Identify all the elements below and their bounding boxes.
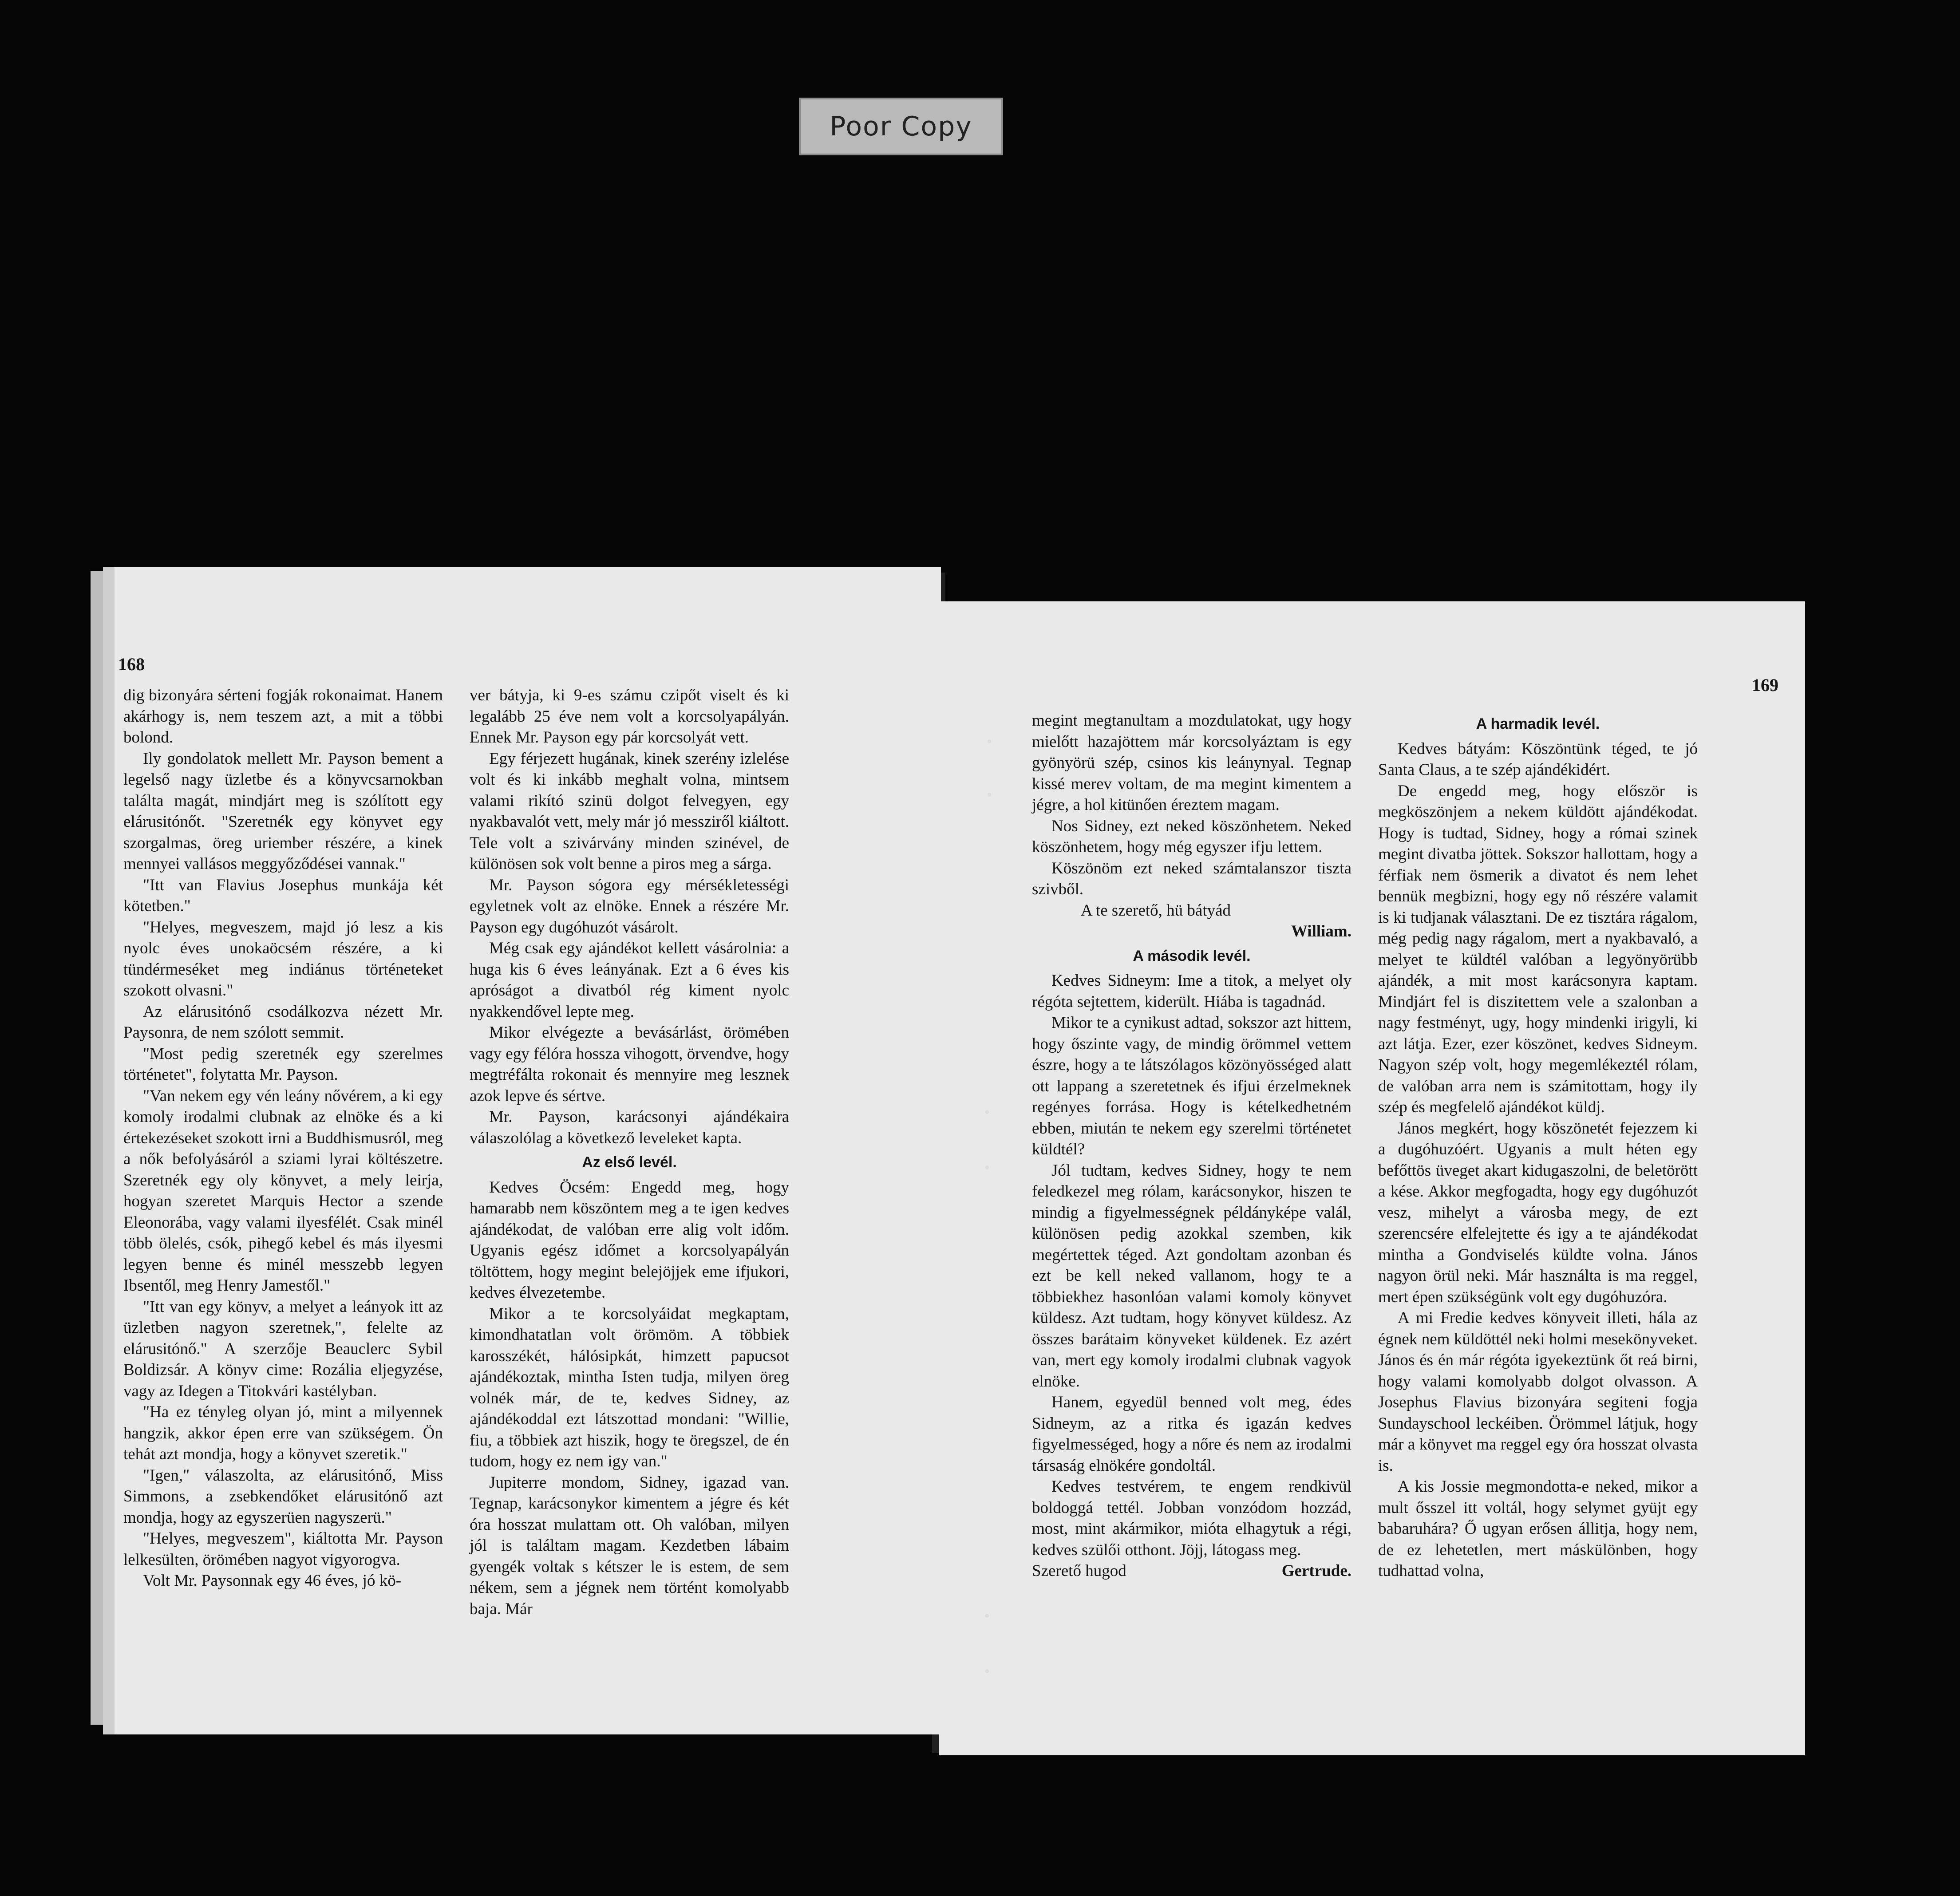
paragraph: Nos Sidney, ezt neked köszönhetem. Neked köszönhetem, hogy még egyszer ifju lettem.: [1032, 817, 1351, 856]
paragraph: Kedves Sidneym: Ime a titok, a melyet oly régóta sejtettem, kiderült. Hiába is tagadnád.: [1032, 972, 1351, 1011]
closing-row-2: [1032, 1560, 1351, 1582]
margin-mark: •: [983, 1161, 991, 1176]
left-page-column-1: [123, 685, 443, 1592]
paragraph: A mi Fredie kedves könyveit illeti, hála az égnek nem küldöttél neki holmi mesekönyveket. János és én már régóta igyekeztünk őt reá birni, hogy valami komolyabb dolgot olvasson. A Josephus Flavius bizonyára segiteni fogja Sundayschool leckéiben. Örömmel látjuk, hogy már a könyvet ma reggel egy óra hosszat olvasta is.: [1378, 1309, 1698, 1475]
paragraph: Még csak egy ajándékot kellett vásárolnia: a huga kis 6 éves leányának. Ezt a 6 éves kis apróságot a divatból rég kiment nyolc nyakkendővel lepte meg.: [470, 939, 789, 1021]
page-number-right: 169: [1752, 675, 1778, 695]
margin-mark: •: [983, 1609, 991, 1624]
right-col2-paragraphs: [1378, 739, 1698, 1582]
page-number-left: 168: [118, 654, 145, 674]
paragraph: Kedves bátyám: Köszöntünk téged, te jó Santa Claus, a te szép ajándékidért.: [1378, 739, 1698, 779]
third-letter-heading: A harmadik levél.: [1476, 715, 1600, 732]
paragraph: Mr. Payson sógora egy mérsékletességi egyletnek volt az elnöke. Ennek a részére Mr. Payson egy dugóhuzót vásárolt.: [470, 876, 789, 936]
paragraph: Kedves testvérem, te engem rendkivül boldoggá tettél. Jobban vonzódom hozzád, most, mint akármikor, mióta elhagytuk a régi, kedves szülői otthont. Jöjj, látogass meg.: [1032, 1477, 1351, 1559]
paragraph: Mr. Payson, karácsonyi ajándékaira válaszolólag a következő leveleket kapta.: [470, 1108, 789, 1147]
paragraph: "Itt van egy könyv, a melyet a leányok itt az üzletben nagyon szeretnek,", felelte az elárusitónő." A szerzője Beauclerc Sybil Boldizsár. A könyv cime: Rozália eljegyzése, vagy az Idegen a Titokvári kastélyban.: [123, 1297, 443, 1400]
paragraph: Az elárusitónő csodálkozva nézett Mr. Paysonra, de nem szólott semmit.: [123, 1002, 443, 1042]
paragraph: De engedd meg, hogy először is megköszönjem a nekem küldött ajándékodat. Hogy is tudtad, Sidney, hogy a római szinek megint divatba jöttek. Sokszor hallottam, hogy a férfiak nem ösmerik a divatot és nem lehet bennük megbizni, hogy egy nő részére valamit is ki tudjanak választani. De ez tisztára rágalom, még pedig nagy rágalom, mert a nyakbavaló, a melyet te küldtél valóban a legyönyörübb ajándék, a mit most karácsonyra kaptam. Mindjárt fel is diszitettem vele a szalonban a nagy festményt, ugy, hogy mindenki irigyli, ki azt látja. Ezer, ezer köszönet, kedves Sidneym. Nagyon szép volt, hogy megemlékeztél rólam, de valóban arra nem is számitottam, hogy ily szép és megfelelő ajándékot küldj.: [1378, 782, 1698, 1116]
paragraph: "Helyes, megveszem, majd jó lesz a kis nyolc éves unokaöcsém részére, a ki tündérmeséket meg indiánus történeteket szokott olvasni.": [123, 918, 443, 999]
poor-copy-text: Poor Copy: [830, 111, 972, 142]
first-letter-heading: Az első levél.: [582, 1154, 677, 1171]
left-page: [103, 567, 941, 1734]
margin-mark: •: [983, 1664, 991, 1680]
left-col2-paragraphs-a: [470, 685, 789, 1149]
margin-mark: •: [985, 735, 993, 750]
paragraph: Mikor elvégezte a bevásárlást, örömében vagy egy félóra hossza vihogott, örvendve, hogy megtréfálta rokonait és mennyire meg lesznek azok lepve és sértve.: [470, 1023, 789, 1105]
paragraph: Ily gondolatok mellett Mr. Payson bement a legelső nagy üzletbe és a könyvcsarnokban találta magát, mindjárt meg is szólított egy elárusitónőt. "Szeretnék egy könyvet egy szorgalmas, öreg uriember részére, a kinek mennyei vallásos meggyőződései vannak.": [123, 749, 443, 873]
paragraph: "Most pedig szeretnék egy szerelmes történetet", folytatta Mr. Payson.: [123, 1044, 443, 1084]
paragraph: "Igen," válaszolta, az elárusitónő, Miss Simmons, a zsebkendőket elárusitónő azt mondja, hogy az egyszerüen nagyszerü.": [123, 1466, 443, 1527]
paragraph: "Helyes, megveszem", kiáltotta Mr. Payson lelkesülten, örömében nagyot vigyorogva.: [123, 1529, 443, 1569]
paragraph: megint megtanultam a mozdulatokat, ugy hogy mielőtt hazajöttem már korcsolyáztam is egy gyönyörü szép, csinos kis leánynyal. Tegnap kissé merev voltam, de ma megint kimentem a jégre, a hol kitünően éreztem magam.: [1032, 711, 1351, 814]
margin-mark: •: [985, 788, 993, 803]
paragraph: "Van nekem egy vén leány nővérem, a ki egy komoly irodalmi clubnak az elnöke és a ki értekezéseket szokott irni a Buddhismusról, meg a nők befolyásáról a sziami lyrai költészetre. Szeretnék egy oly könyvet, a mely leirja, hogyan szeretet Marquis Hector a szende Eleonorába, vagy valami ilyesfélét. Csak minél több ölelés, csók, pihegő kebel és más ilyesmi legyen benne és minél messzebb legyen Ibsentől, meg Henry Jamestől.": [123, 1086, 443, 1295]
margin-mark: •: [983, 1105, 991, 1121]
right-page-column-2: [1378, 710, 1698, 1582]
paragraph: dig bizonyára sérteni fogják rokonaimat. Hanem akárhogy is, nem teszem azt, a mit a többi bolond.: [123, 686, 443, 747]
right-page-column-1: [1032, 710, 1351, 1582]
paragraph: Mikor te a cynikust adtad, sokszor azt hittem, hogy őszinte vagy, de mindig örömmel vettem észre, hogy a te látszólagos közönyösséged alatt ott lappang a szeretetnek és ifjui érzelmeknek regényes forrása. Hogy is kételkedhetném ebben, miután te nekem egy szerelmi történetet küldtél?: [1032, 1014, 1351, 1158]
left-col2-paragraphs-b: [470, 1177, 789, 1620]
paragraph: Volt Mr. Paysonnak egy 46 éves, jó kö-: [143, 1572, 402, 1590]
paragraph: Mikor a te korcsolyáidat megkaptam, kimondhatatlan volt örömöm. A többiek karosszékét, hálósipkát, himzett papucsot ajándékoztak, mintha Isten tudja, milyen öreg volnék már, de te, kedves Sidney, az ajándékoddal ezt látszottad mondani: "Willie, fiu, a többiek azt hiszik, hogy te öregszel, de én tudom, hogy ez nem igy van.": [470, 1304, 789, 1470]
left-page-column-2: [470, 685, 789, 1620]
right-col1-paragraphs-b: [1032, 970, 1351, 1560]
paragraph: Jupiterre mondom, Sidney, igazad van. Tegnap, karácsonykor kimentem a jégre és két óra hosszat mulattam ott. Oh valóban, milyen jól is találtam magam. Kezdetben lábaim gyengék voltak s kétszer le is estem, de sem nékem, sem a jégnek nem történt komolyabb baja. Már: [470, 1473, 789, 1618]
paragraph: ver bátyja, ki 9-es számu czipőt viselt és ki legalább 25 éve nem volt a korcsolyapályán. Ennek Mr. Payson egy pár korcsolyát vett.: [470, 686, 789, 747]
paragraph: "Itt van Flavius Josephus munkája két kötetben.": [123, 876, 443, 915]
right-page: [939, 601, 1805, 1755]
right-col1-paragraphs-a: [1032, 710, 1351, 900]
paragraph: A kis Jossie megmondotta-e neked, mikor a mult ősszel itt voltál, hogy selymet gyüjt egy babaruhára? Ő ugyan erősen állitja, hogy nem, de ez lehetetlen, mert máskülönben, hogy tudhattad volna,: [1378, 1477, 1698, 1580]
signature-william: William.: [1291, 922, 1351, 940]
closing-line-2: Szerető hugod: [1032, 1562, 1126, 1580]
paragraph: Hanem, egyedül benned volt meg, édes Sidneym, az a ritka és igazán kedves figyelmességed, hogy a nőre és nem az irodalmi társaság elnökére gondoltál.: [1032, 1393, 1351, 1475]
paragraph: Köszönöm ezt neked számtalanszor tiszta szivből.: [1032, 859, 1351, 898]
paragraph: Egy férjezett hugának, kinek szerény izlelése volt és ki inkább meghalt volna, mintsem valami rikító szinü dolgot felvegyen, egy nyakbavalót vett, mely már jó messziről kiáltott. Tele volt a szivárvány minden szinével, de különösen sok volt benne a piros meg a sárga.: [470, 749, 789, 873]
second-letter-heading: A második levél.: [1133, 947, 1251, 964]
signature-gertrude: Gertrude.: [1281, 1562, 1351, 1580]
poor-copy-label: [799, 98, 1003, 155]
paragraph: Kedves Öcsém: Engedd meg, hogy hamarabb nem köszöntem meg a te igen kedves ajándékodat, de valóban erre alig volt időm. Ugyanis egész időmet a korcsolyapályán töltöttem, hogy megint belejöjjek eme ifjukori, kedves élvezetembe.: [470, 1178, 789, 1302]
paragraph: "Ha ez tényleg olyan jó, mint a milyennek hangzik, akkor épen erre van szükségem. Ön tehát azt mondja, hogy a könyvet szeretik.": [123, 1403, 443, 1463]
paragraph: János megkért, hogy köszönetét fejezzem ki a dugóhuzóért. Ugyanis a mult héten egy befőttös üveget akart kidugaszolni, de beletörött a kése. Akkor megfogadta, hogy egy dugóhuzót vesz, mihelyt a városba megy, de ezt szerencsére elfelejtette és igy a te ajándékodat mintha a Gondviselés küldte volna. János nagyon örül neki. Már használta is ma reggel, mert épen szükségünk volt egy dugóhuzóra.: [1378, 1119, 1698, 1306]
paragraph: Jól tudtam, kedves Sidney, hogy te nem feledkezel meg rólam, karácsonykor, hiszen te mindig a figyelmességnek példányképe valál, különösen pedig azokkal szemben, kik megértettek téged. Azt gondoltam azonban és ezt be kell neked vallanom, hogy te a többiekhez hasonlóan valami komoly könyvet küldesz. Azt tudtam, hogy könyvet küldesz. Az összes barátaim könyveket küldenek. Ez azért van, mert egy komoly irodalmi clubnak vagyok elnöke.: [1032, 1161, 1351, 1390]
closing-line-1: A te szerető, hü bátyád: [1081, 901, 1231, 920]
